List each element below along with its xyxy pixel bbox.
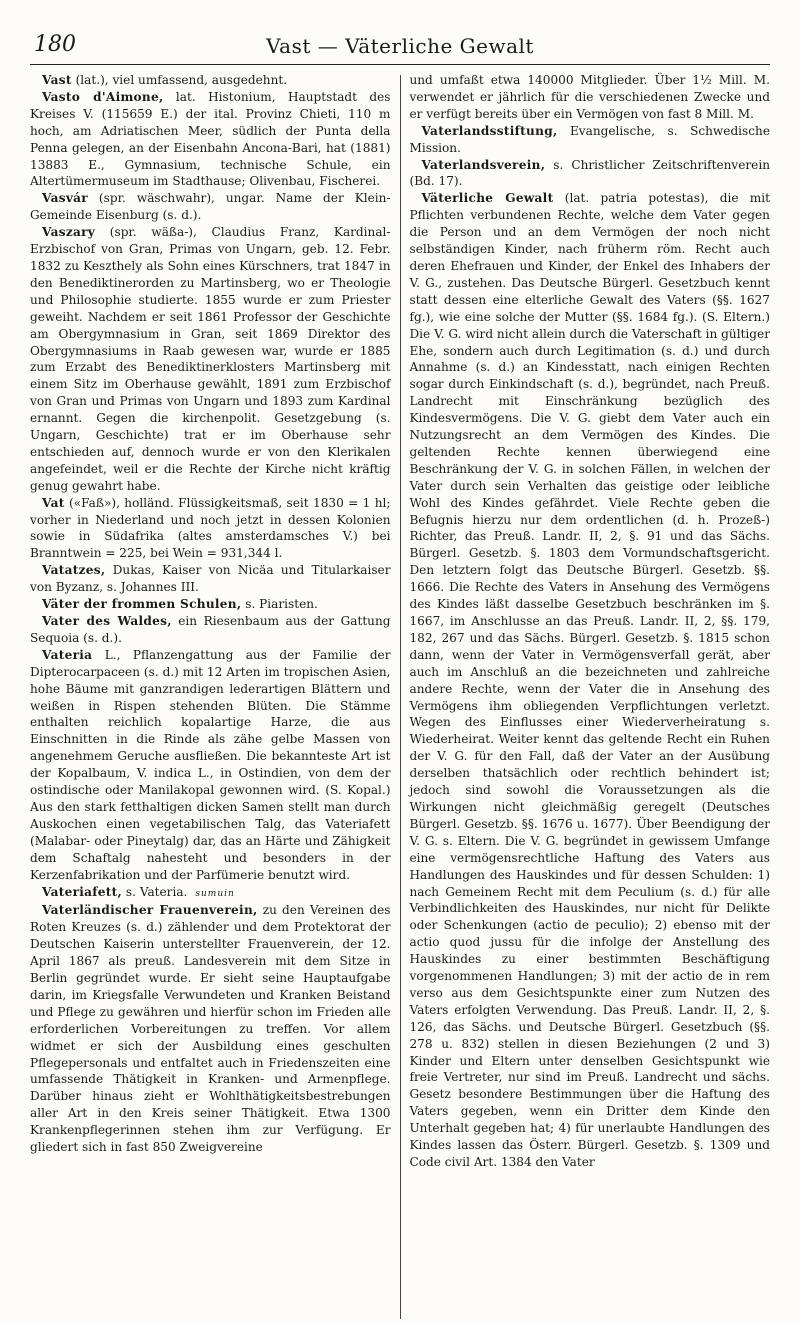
entry-text: (spr. wäßa-), Claudius Franz, Kardinal-Erzbischof von Gran, Primas von Ungarn, geb. 12. Febr. 1832 zu Keszthely als Sohn eines Kürschners, trat 1847 in den Benediktinerorden zu Martinsberg, wo er Theologie und Philosophie studierte. 1855 wurde er zum Priester geweiht. Nachdem er seit 1861 Professor der Geschichte am Obergymnasium in Gran, seit 1869 Direktor des Obergymnasiums in Raab gewesen war, wurde er 1885 zum Erzabt des Benediktinerklosters Martinsberg mit einem Sitz im Oberhause gewählt, 1891 zum Erzbischof von Gran und Primas von Ungarn und 1893 zum Kardinal ernannt. Gegen die kirchenpolit. Gesetzgebung (s. Ungarn, Geschichte) trat er im Oberhause sehr entschieden auf, dennoch wurde er von den Klerikalen angefeindet, weil er die Rechte der Kirche nicht kräftig genug gewahrt habe.: [30, 225, 391, 493]
entry-text: Dukas, Kaiser von Nicäa und Titularkaiser von Byzanz, s. Johannes III.: [30, 563, 391, 595]
entry-text: (spr. wäschwahr), ungar. Name der Klein-Gemeinde Eisenburg (s. d.).: [30, 191, 391, 223]
dictionary-entry: [409, 157, 770, 191]
entry-headword: Vasto d'Aimone,: [42, 89, 164, 104]
entry-text: ein Riesenbaum aus der Gattung Sequoia (s. d.).: [30, 614, 391, 645]
entry-text: (lat. patria potestas), die mit Pflichten verbundenen Rechte, welche dem Vater gegen die Person und an dem Vermögen der noch nicht selbständigen Kinder, nach früherm röm. Recht auch deren Ehefrauen und Kinder, der Enkel des Inhabers der V. G., zustehen. Das Deutsche Bürgerl. Gesetzbuch kennt statt dessen eine elterliche Gewalt des Vaters (§§. 1627 fg.), wie eine solche der Mutter (§§. 1684 fg.). (S. Eltern.) Die V. G. wird nicht allein durch die Vaterschaft in gültiger Ehe, sondern auch durch Legitimation (s. d.) und durch Annahme (s. d.) an Kindesstatt, nach einigen Rechten sogar durch Einkindschaft (s. d.), begründet, nach Preuß. Landrecht mit Einschränkung bezüglich des Kindesvermögens. Die V. G. giebt dem Vater auch ein Nutzungsrecht an dem Vermögen des Kindes. Die geltenden Rechte kennen überwiegend eine Beschränkung der V. G. in solchen Fällen, in welchen der Vater durch sein Verhalten das geistige oder leibliche Wohl des Kindes gefährdet. Viele Rechte geben die Befugnis hierzu nur dem ordentlichen (d. h. Prozeß-) Richter, das Preuß. Landr. II, 2, §. 91 und das Sächs. Bürgerl. Gesetzb. §. 1803 dem Vormundschaftsgericht. Den letztern folgt das Deutsche Bürgerl. Gesetzb. §§. 1666. Die Rechte des Vaters in Ansehung des Vermögens des Kindes läßt dasselbe Gesetzbuch beschränken im §. 1667, im Anschlusse an das Preuß. Landr. II, 2, §§. 179, 182, 267 und das Sächs. Bürgerl. Gesetzb. §. 1815 schon dann, wenn der Vater in Vermögensverfall gerät, aber auch im Anschluß an die bezeichneten und zahlreiche andere Rechte, wenn der Vater die in Ansehung des Vermögens ihm obliegenden Verpflichtungen verletzt. Wegen des Einflusses einer Wiederverheiratung s. Wiederheirat. Weiter kennt das geltende Recht ein Ruhen der V. G. für den Fall, daß der Vater an der Ausübung derselben thatsächlich oder rechtlich behindert ist; jedoch sind sowohl die Voraussetzungen als die Wirkungen nicht gleichmäßig geregelt (Deutsches Bürgerl. Gesetzb. §§. 1676 u. 1677). Über Beendigung der V. G. s. Eltern. Die V. G. begründet in gewissem Umfange eine vermögensrechtliche Haftung des Vaters aus Handlungen des Hauskindes und für dessen Schulden: 1) nach Gemeinem Recht mit dem Peculium (s. d.) für alle Verbindlichkeiten des Hauskindes, nur nicht für Delikte oder Schenkungen (actio de peculio); 2) ebenso mit der actio quod jussu für die infolge der Anstellung des Hauskindes zu einer bestimmten Beschäftigung vorgenommenen Handlungen; 3) mit der actio de in rem verso aus dem Gesichtspunkte einer zum Nutzen des Vaters erfolgten Verwendung. Das Preuß. Landr. II, 2, §. 126, das Sächs. und Deutsche Bürgerl. Gesetzbuch (§§. 278 u. 832) stellen in diesen Beziehungen (2 und 3) Kinder und Eltern unter denselben Gesichtspunkt wie freie Vertreter, nur sind im Preuß. Landrecht und sächs. Gesetz besondere Bestimmungen über die Haftung des Vaters gegeben, wenn ein Dritter dem Kinde den Unterhalt gegeben hat; 4) für unerlaubte Handlungen des Kindes lassen das Österr. Bürgerl. Gesetzb. §. 1309 und Code civil Art. 1384 den Vater: [409, 191, 770, 1169]
entry-headword: Vaterlandsstiftung,: [421, 123, 558, 138]
dictionary-entry: [409, 72, 770, 123]
entry-headword: Vateria: [42, 647, 93, 662]
dictionary-entry: [30, 224, 391, 495]
text-columns: [30, 72, 770, 1322]
entry-text: (lat.), viel umfassend, ausgedehnt.: [71, 73, 288, 87]
page-header: [30, 30, 770, 64]
entry-headword: Vater des Waldes,: [42, 614, 172, 628]
entry-text: s. Vateria.: [122, 884, 188, 899]
running-title: Vast — Väterliche Gewalt: [266, 34, 534, 58]
entry-headword: Vast: [42, 73, 72, 87]
entry-text: zu den Vereinen des Roten Kreuzes (s. d.) zählender und dem Protektorat der Deutschen Kaiserin unterstellter Frauenverein, der 12. April 1867 als preuß. Landesverein mit dem Sitze in Berlin gegründet wurde. Er sieht seine Hauptaufgabe darin, im Kriegsfalle Verwundeten und Kranken Beistand und Pflege zu gewähren und hierfür schon im Frieden alle erforderlichen Vorbereitungen zu treffen. Vor allem widmet er sich der Ausbildung eines geschulten Pflegepersonals und entfaltet auch in Friedenszeiten eine umfassende Thätigkeit in Kranken- und Armenpflege. Darüber hinaus zieht er Wohlthätigkeitsbestrebungen aller Art in den Kreis seiner Thätigkeit. Etwa 1300 Krankenpflegerinnen stehen ihm zur Verfügung. Er gliedert sich in fast 850 Zweigvereine: [30, 903, 391, 1155]
right-column: [400, 72, 770, 1322]
printer-mark: sumuin: [195, 888, 235, 899]
dictionary-entry: [30, 884, 391, 903]
entry-headword: Vat: [42, 495, 65, 510]
dictionary-entry: [409, 123, 770, 157]
entry-text: und umfaßt etwa 140000 Mitglieder. Über 1½ Mill. M. verwendet er jährlich für die verschiedenen Zwecke und er verfügt bereits über ein Vermögen von fast 8 Mill. M.: [409, 73, 770, 121]
entry-headword: Vasvár: [42, 191, 88, 206]
dictionary-entry: [30, 190, 391, 224]
left-column: [30, 72, 400, 1322]
entry-text: Evangelische, s. Schwedische Mission.: [409, 123, 770, 155]
dictionary-entry: [30, 89, 391, 190]
dictionary-entry: [30, 902, 391, 1156]
entry-text: lat. Histonium, Hauptstadt des Kreises V. (115659 E.) der ital. Provinz Chieti, 110 m hoch, am Adriatischen Meer, südlich der Punta della Penna gelegen, an der Eisenbahn Ancona-Bari, hat (1881) 13883 E., Gymnasium, technische Schule, ein Altertümermuseum im Stadthause; Olivenbau, Fischerei.: [30, 89, 391, 189]
entry-headword: Vaterlandsverein,: [421, 157, 546, 172]
dictionary-entry: [30, 596, 391, 613]
dictionary-entry: [409, 190, 770, 1171]
dictionary-entry: [30, 72, 391, 89]
entry-headword: Väter der frommen Schulen,: [42, 597, 242, 612]
entry-headword: Vaterländischer Frauenverein,: [42, 903, 258, 918]
entry-text: s. Piaristen.: [241, 597, 318, 612]
entry-text: s. Christlicher Zeitschriftenverein (Bd. 17).: [409, 157, 770, 189]
entry-headword: Vaszary: [42, 225, 96, 240]
page-number: 180: [34, 32, 76, 57]
entry-headword: Vatatzes,: [42, 563, 106, 578]
entry-text: («Faß»), holländ. Flüssigkeitsmaß, seit 1830 = 1 hl; vorher in Niederland und noch jetzt in dessen Kolonien sowie in Südafrika (altes amsterdamsches V.) bei Branntwein = 225, bei Wein = 931,344 l.: [30, 495, 391, 561]
dictionary-entry: [30, 562, 391, 596]
dictionary-entry: [30, 613, 391, 647]
dictionary-entry: [30, 495, 391, 563]
header-rule: [30, 64, 770, 65]
entry-headword: Väterliche Gewalt: [421, 191, 554, 206]
entry-text: L., Pflanzengattung aus der Familie der Dipterocarpaceen (s. d.) mit 12 Arten im tropischen Asien, hohe Bäume mit ganzrandigen lederartigen Blättern und weißen in Rispen stehenden Blüten. Die Stämme enthalten reichlich kopalartige Harze, die aus Einschnitten in die Rinde als zähe gelbe Massen von angenehmem Geruche ausfließen. Die bekannteste Art ist der Kopalbaum, V. indica L., in Ostindien, von dem der ostindische oder Manilakopal gewonnen wird. (S. Kopal.) Aus den stark fetthaltigen dicken Samen stellt man durch Auskochen einen vegetabilischen Talg, das Vateriafett (Malabar- oder Pineytalg) dar, das an Härte und Zähigkeit dem Schaftalg nahesteht und besonders in der Kerzenfabrikation und der Parfümerie benutzt wird.: [30, 647, 391, 882]
dictionary-entry: [30, 647, 391, 884]
entry-headword: Vateriafett,: [42, 884, 123, 899]
